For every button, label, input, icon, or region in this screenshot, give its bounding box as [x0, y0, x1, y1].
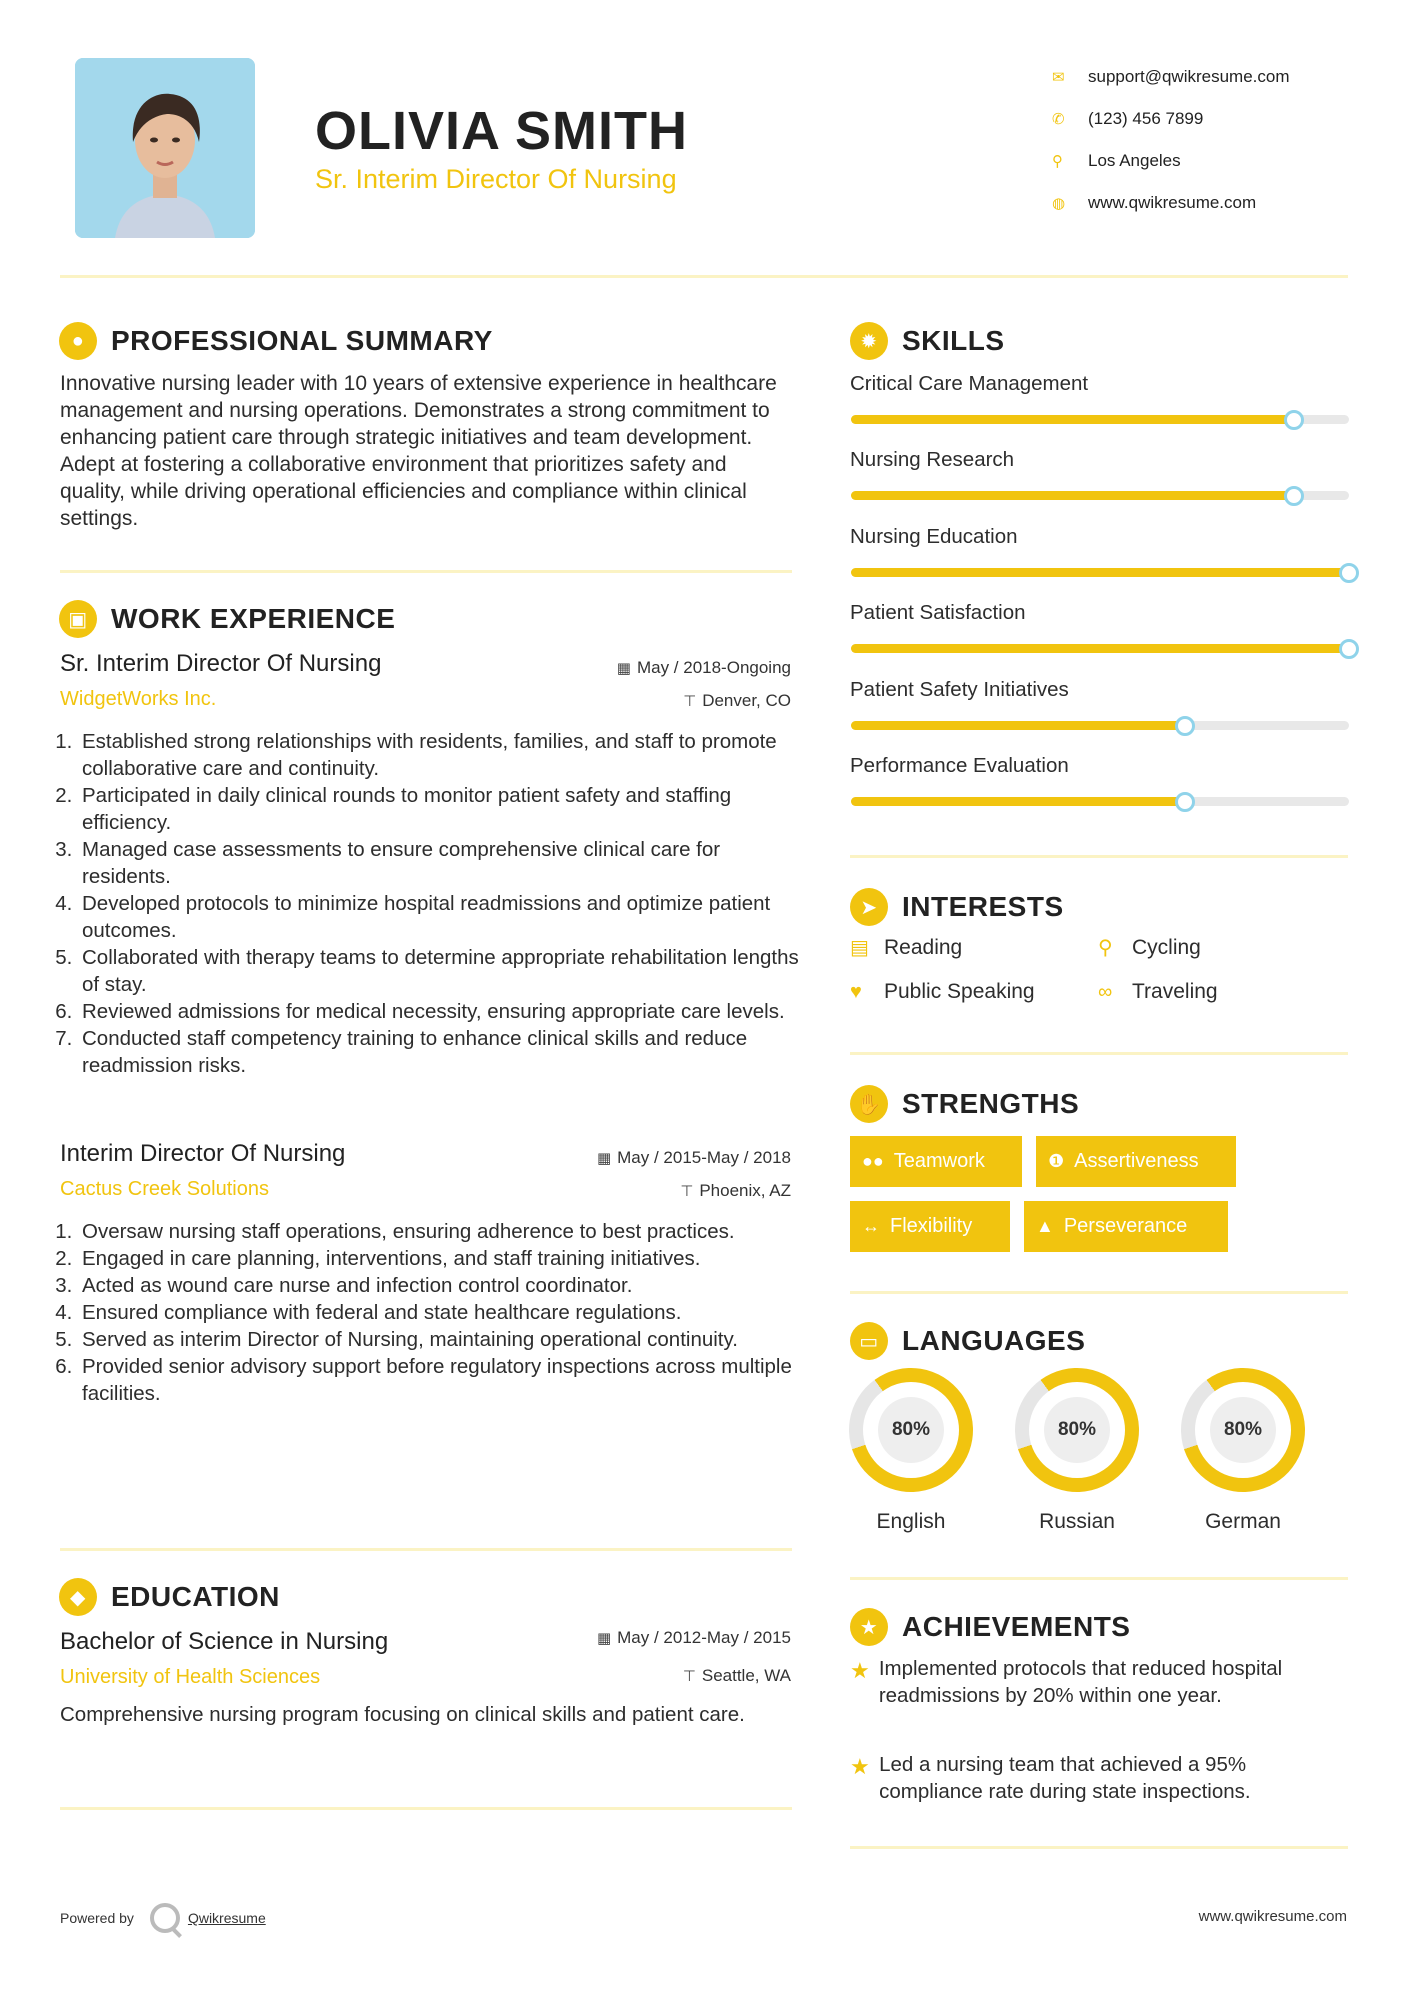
footer-powered-by — [60, 1903, 266, 1933]
degree-title: Bachelor of Science in Nursing — [60, 1628, 389, 1655]
job-company: Cactus Creek Solutions — [60, 1178, 269, 1200]
contact-website[interactable] — [1048, 182, 1368, 224]
skill-bar-handle — [1284, 486, 1304, 506]
qwikresume-logo-icon — [150, 1903, 180, 1933]
language-item — [849, 1368, 973, 1534]
strength-tag — [1036, 1136, 1236, 1187]
candidate-name: OLIVIA SMITH — [315, 101, 688, 161]
list-item: 4. Ensured compliance with federal and state healthcare regulations. — [78, 1299, 800, 1326]
contact-list — [1048, 56, 1368, 224]
hand-icon: ✋ — [850, 1085, 888, 1123]
job-location-text: Phoenix, AZ — [699, 1181, 791, 1200]
skills-title: SKILLS — [902, 325, 1005, 356]
job-responsibilities — [60, 1218, 800, 1407]
skill-bar-fill — [851, 568, 1349, 577]
paper-plane-icon: ➤ — [850, 888, 888, 926]
exclamation-icon: ❶ — [1048, 1151, 1065, 1171]
skill-bar — [851, 415, 1349, 424]
map-pin-icon: ⚲ — [1052, 153, 1063, 170]
education-date — [531, 1628, 791, 1648]
education-date-text: May / 2012-May / 2015 — [617, 1628, 791, 1647]
interest-item — [1098, 980, 1218, 1004]
job-title: Interim Director Of Nursing — [60, 1140, 346, 1167]
language-ring — [990, 1343, 1163, 1516]
list-item: 4. Developed protocols to minimize hospital readmissions and optimize patient outcomes. — [78, 890, 800, 944]
phone-icon: ✆ — [1052, 111, 1065, 128]
skill-bar-fill — [851, 721, 1185, 730]
strengths-divider — [850, 1291, 1348, 1294]
language-percent: 80% — [1044, 1397, 1110, 1463]
language-ring — [1156, 1343, 1329, 1516]
road-icon: ▲ — [1036, 1216, 1054, 1236]
skill-bar-handle — [1175, 716, 1195, 736]
calendar-icon: ▦ — [596, 1630, 612, 1647]
list-item: 5. Collaborated with therapy teams to determine appropriate rehabilitation lengths of stay. — [78, 944, 800, 998]
interest-label: Reading — [884, 935, 963, 959]
language-icon: ▭ — [850, 1322, 888, 1360]
job-title: Sr. Interim Director Of Nursing — [60, 650, 382, 677]
skill-bar-handle — [1339, 563, 1359, 583]
skill-bar — [851, 568, 1349, 577]
summary-text: Innovative nursing leader with 10 years of extensive experience in healthcare management and nursing operations. Demonstrates a strong commitment to enhancing patient care through strategic initiatives and team development. Adept at fostering a collaborative environment that prioritizes safety and quality, while driving operational efficiencies and compliance within clinical settings. — [60, 372, 777, 530]
skills-divider — [850, 855, 1348, 858]
interests-heading — [850, 888, 1064, 926]
school-name: University of Health Sciences — [60, 1666, 321, 1688]
experience-divider — [60, 1548, 792, 1551]
shooting-star-icon: ★ — [850, 1658, 870, 1683]
job-date-text: May / 2015-May / 2018 — [617, 1148, 791, 1167]
language-ring — [824, 1343, 997, 1516]
contact-website-text: www.qwikresume.com — [1088, 193, 1257, 212]
skill-name: Patient Satisfaction — [850, 601, 1026, 625]
list-item: 1. Oversaw nursing staff operations, ensuring adherence to best practices. — [78, 1218, 800, 1245]
strength-label: Teamwork — [893, 1150, 985, 1172]
job-date-text: May / 2018-Ongoing — [636, 658, 791, 677]
list-item: 3. Acted as wound care nurse and infection control coordinator. — [78, 1272, 800, 1299]
education-location-text: Seattle, WA — [701, 1666, 791, 1685]
education-heading — [59, 1578, 280, 1616]
list-item: 6. Reviewed admissions for medical necessity, ensuring appropriate care levels. — [78, 998, 800, 1025]
language-percent: 80% — [878, 1397, 944, 1463]
strength-tag — [850, 1136, 1022, 1187]
user-icon: ● — [59, 322, 97, 360]
education-location — [531, 1666, 791, 1686]
achievement-text: Led a nursing team that achieved a 95% compliance rate during state inspections. — [879, 1753, 1251, 1803]
job-location — [531, 691, 791, 711]
skills-heading — [850, 322, 1005, 360]
language-item — [1015, 1368, 1139, 1534]
summary-title: PROFESSIONAL SUMMARY — [111, 325, 493, 356]
education-divider — [60, 1807, 792, 1810]
skill-bar-handle — [1339, 639, 1359, 659]
skill-bar-fill — [851, 415, 1294, 424]
contact-email[interactable] — [1048, 56, 1368, 98]
interest-label: Cycling — [1132, 935, 1201, 959]
achievement-text: Implemented protocols that reduced hospital readmissions by 20% within one year. — [878, 1657, 1283, 1707]
pin-icon: ⊤ — [682, 1668, 696, 1685]
achievements-heading — [850, 1608, 1130, 1646]
languages-divider — [850, 1577, 1348, 1580]
language-percent: 80% — [1210, 1397, 1276, 1463]
interests-title: INTERESTS — [902, 891, 1064, 922]
achievement-item — [850, 1655, 1350, 1709]
list-item: 2. Participated in daily clinical rounds to monitor patient safety and staffing efficiency. — [78, 782, 800, 836]
bicycle-icon: ⚲ — [1098, 937, 1113, 959]
interest-label: Traveling — [1132, 980, 1218, 1003]
briefcase-icon: ▣ — [59, 600, 97, 638]
language-item — [1181, 1368, 1305, 1534]
skill-name: Nursing Research — [850, 448, 1015, 472]
summary-heading — [59, 322, 493, 360]
list-item: 7. Conducted staff competency training to enhance clinical skills and reduce readmission risks. — [78, 1025, 800, 1079]
envelope-icon: ✉ — [1052, 69, 1065, 86]
skill-bar — [851, 721, 1349, 730]
graduation-cap-icon: ◆ — [59, 1578, 97, 1616]
achievements-divider — [850, 1846, 1348, 1849]
strengths-heading — [850, 1085, 1079, 1123]
skill-bar-fill — [851, 491, 1294, 500]
language-name: German — [1205, 1510, 1281, 1533]
job-location-text: Denver, CO — [702, 691, 791, 710]
job-date — [531, 658, 791, 678]
experience-heading — [59, 600, 395, 638]
skill-bar — [851, 797, 1349, 806]
arrows-h-icon: ↔ — [862, 1216, 880, 1236]
strength-label: Perseverance — [1063, 1215, 1188, 1237]
contact-phone-text: (123) 456 7899 — [1088, 109, 1204, 128]
languages-title: LANGUAGES — [902, 1325, 1086, 1356]
strengths-title: STRENGTHS — [902, 1088, 1080, 1119]
skill-name: Performance Evaluation — [850, 754, 1069, 777]
calendar-icon: ▦ — [616, 660, 631, 677]
experience-title: WORK EXPERIENCE — [111, 603, 396, 634]
book-icon: ▤ — [850, 937, 869, 959]
skill-bar — [851, 644, 1349, 653]
summary-divider — [60, 570, 792, 573]
language-name: Russian — [1039, 1510, 1115, 1533]
contact-phone[interactable] — [1048, 98, 1368, 140]
achievement-item — [850, 1751, 1350, 1805]
list-item: 6. Provided senior advisory support before regulatory inspections across multiple facilities. — [78, 1353, 800, 1407]
interest-item — [1098, 935, 1201, 960]
job-location — [531, 1181, 791, 1201]
education-description: Comprehensive nursing program focusing on clinical skills and patient care. — [60, 1703, 745, 1726]
candidate-role: Sr. Interim Director Of Nursing — [315, 164, 677, 194]
users-icon: ●● — [862, 1151, 884, 1171]
job-date — [531, 1148, 791, 1168]
list-item: 2. Engaged in care planning, interventions, and staff training initiatives. — [78, 1245, 800, 1272]
skill-bar-fill — [851, 644, 1349, 653]
interests-divider — [850, 1052, 1348, 1055]
header-divider — [60, 275, 1348, 278]
language-name: English — [876, 1510, 946, 1533]
contact-email-text: support@qwikresume.com — [1088, 67, 1290, 86]
job-company: WidgetWorks Inc. — [60, 688, 217, 710]
powered-by-label: Powered by — [60, 1910, 134, 1926]
pin-icon: ⊤ — [680, 1183, 694, 1200]
job-responsibilities — [60, 728, 800, 1079]
lightbulb-icon: ✹ — [850, 322, 888, 360]
contact-location-text: Los Angeles — [1088, 151, 1181, 170]
interest-label: Public Speaking — [884, 980, 1035, 1003]
footer-url[interactable]: www.qwikresume.com — [1198, 1908, 1347, 1925]
heartbeat-icon: ♥ — [850, 980, 862, 1003]
interest-item — [850, 935, 962, 960]
pin-icon: ⊤ — [683, 693, 697, 710]
skill-bar-handle — [1284, 410, 1304, 430]
skill-bar-fill — [851, 797, 1185, 806]
strength-label: Flexibility — [890, 1215, 973, 1237]
skill-bar — [851, 491, 1349, 500]
globe-icon: ◍ — [1052, 195, 1066, 212]
achievements-title: ACHIEVEMENTS — [902, 1611, 1131, 1642]
skill-name: Patient Safety Initiatives — [850, 677, 1069, 701]
brand-link[interactable]: Qwikresume — [187, 1910, 266, 1926]
profile-photo — [75, 58, 255, 238]
calendar-icon: ▦ — [596, 1150, 612, 1167]
education-title: EDUCATION — [111, 1581, 280, 1612]
strength-tag — [850, 1201, 1010, 1252]
shooting-star-icon: ★ — [850, 1754, 870, 1779]
list-item: 5. Served as interim Director of Nursing, maintaining operational continuity. — [78, 1326, 800, 1353]
binoculars-icon: ∞ — [1098, 980, 1113, 1003]
star-icon: ★ — [850, 1608, 888, 1646]
contact-location — [1048, 140, 1368, 182]
interest-item — [850, 980, 1035, 1004]
languages-heading — [850, 1322, 1085, 1360]
skill-name: Critical Care Management — [850, 372, 1089, 395]
strength-label: Assertiveness — [1074, 1150, 1199, 1172]
list-item: 3. Managed case assessments to ensure comprehensive clinical care for residents. — [78, 836, 800, 890]
list-item: 1. Established strong relationships with residents, families, and staff to promote collaborative care and continuity. — [78, 728, 800, 782]
strength-tag — [1024, 1201, 1228, 1252]
skill-name: Nursing Education — [850, 524, 1018, 548]
skill-bar-handle — [1175, 792, 1195, 812]
